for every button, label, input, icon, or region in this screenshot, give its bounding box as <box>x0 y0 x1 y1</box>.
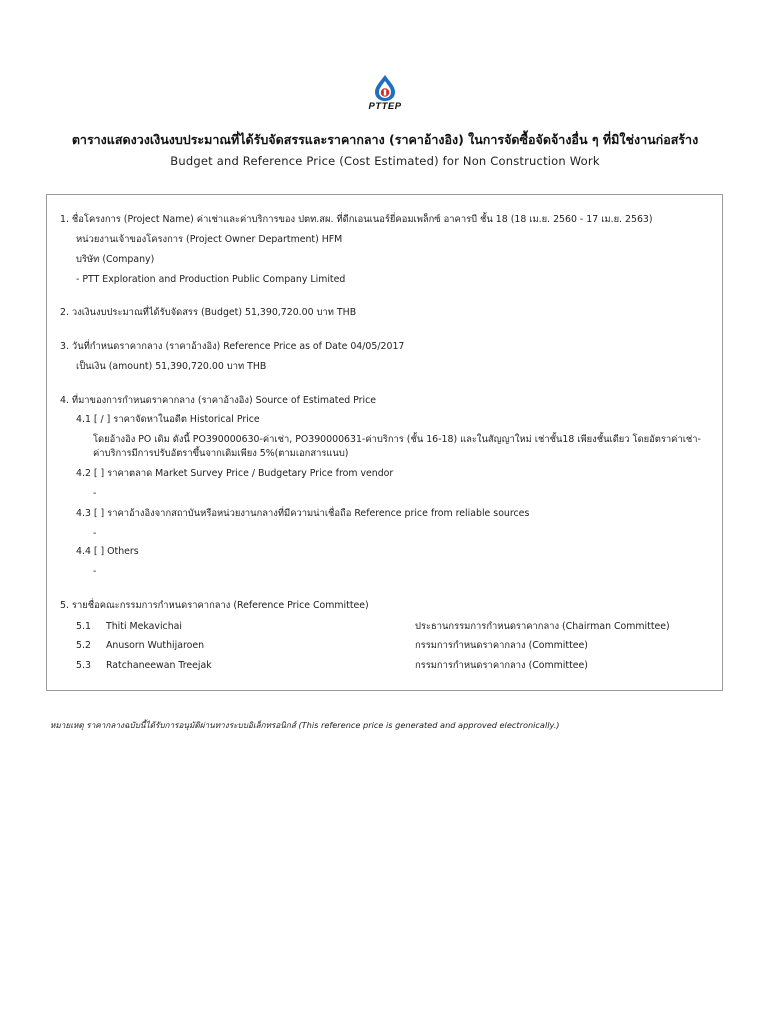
owner-department-line: หน่วยงานเจ้าของโครงการ (Project Owner Department) HFM <box>76 234 343 245</box>
committee-name: Anusorn Wuthijaroen <box>106 640 205 651</box>
reliable-sources-item: 4.3 [ ] ราคาอ้างอิงจากสถาบันหรือหน่วยงานกลางที่มีความน่าเชื่อถือ Reference price from reliable sources <box>76 508 530 519</box>
historical-price-item: 4.1 [ / ] ราคาจัดหาในอดีต Historical Price <box>76 414 260 425</box>
others-detail: - <box>93 566 97 577</box>
source-heading: 4. ที่มาของการกำหนดราคากลาง (ราคาอ้างอิง) Source of Estimated Price <box>60 395 377 406</box>
committee-role: กรรมการกำหนดราคากลาง (Committee) <box>415 660 588 671</box>
historical-price-detail-1: โดยอ้างอิง PO เดิม ดังนี้ PO390000630-ค่าเช่า, PO390000631-ค่าบริการ (ชั้น 16-18) และในสัญญาใหม่ เช่าชั้น18 เพียงชั้นเดียว โดยอัตราค่าเช่า- <box>93 434 701 445</box>
committee-role: กรรมการกำหนดราคากลาง (Committee) <box>415 640 588 651</box>
logo-text: PTTEP <box>368 101 402 112</box>
budget-line: 2. วงเงินงบประมาณที่ได้รับจัดสรร (Budget) 51,390,720.00 บาท THB <box>60 307 357 318</box>
reliable-sources-detail: - <box>93 528 97 539</box>
company-name: - PTT Exploration and Production Public Company Limited <box>76 274 346 285</box>
committee-role: ประธานกรรมการกำหนดราคากลาง (Chairman Committee) <box>415 621 670 632</box>
reference-date-line: 3. วันที่กำหนดราคากลาง (ราคาอ้างอิง) Reference Price as of Date 04/05/2017 <box>60 341 405 352</box>
committee-name: Thiti Mekavichai <box>106 621 182 632</box>
committee-number: 5.2 <box>76 640 91 651</box>
committee-name: Ratchaneewan Treejak <box>106 660 212 671</box>
market-survey-detail: - <box>93 488 97 499</box>
market-survey-item: 4.2 [ ] ราคาตลาด Market Survey Price / Budgetary Price from vendor <box>76 468 394 479</box>
others-item: 4.4 [ ] Others <box>76 546 139 557</box>
footer-note: หมายเหตุ ราคากลางฉบับนี้ได้รับการอนุมัติผ่านทางระบบอิเล็กทรอนิกส์ (This reference price is generated and approved electronically.) <box>50 720 560 730</box>
page-title-thai: ตารางแสดงวงเงินงบประมาณที่ได้รับจัดสรรและราคากลาง (ราคาอ้างอิง) ในการจัดซื้อจัดจ้างอื่น ๆ ที่มิใช่งานก่อสร้าง <box>71 132 699 147</box>
amount-line: เป็นเงิน (amount) 51,390,720.00 บาท THB <box>76 361 267 372</box>
company-label: บริษัท (Company) <box>76 254 155 265</box>
committee-heading: 5. รายชื่อคณะกรรมการกำหนดราคากลาง (Reference Price Committee) <box>60 600 369 611</box>
historical-price-detail-2: ค่าบริการมีการปรับอัตราขึ้นจากเดิมเพียง 5%(ตามเอกสารแนบ) <box>93 448 349 459</box>
project-name-line: 1. ชื่อโครงการ (Project Name) ค่าเช่าและค่าบริการของ ปตท.สผ. ที่ดีกเอนเนอร์ยี่คอมเพล็กซ์ อาคารบี ชั้น 18 (18 เม.ย. 2560 - 17 เม.ย. 2563) <box>60 214 653 225</box>
committee-number: 5.3 <box>76 660 91 671</box>
page-title-english: Budget and Reference Price (Cost Estimated) for Non Construction Work <box>170 154 600 168</box>
committee-number: 5.1 <box>76 621 91 632</box>
